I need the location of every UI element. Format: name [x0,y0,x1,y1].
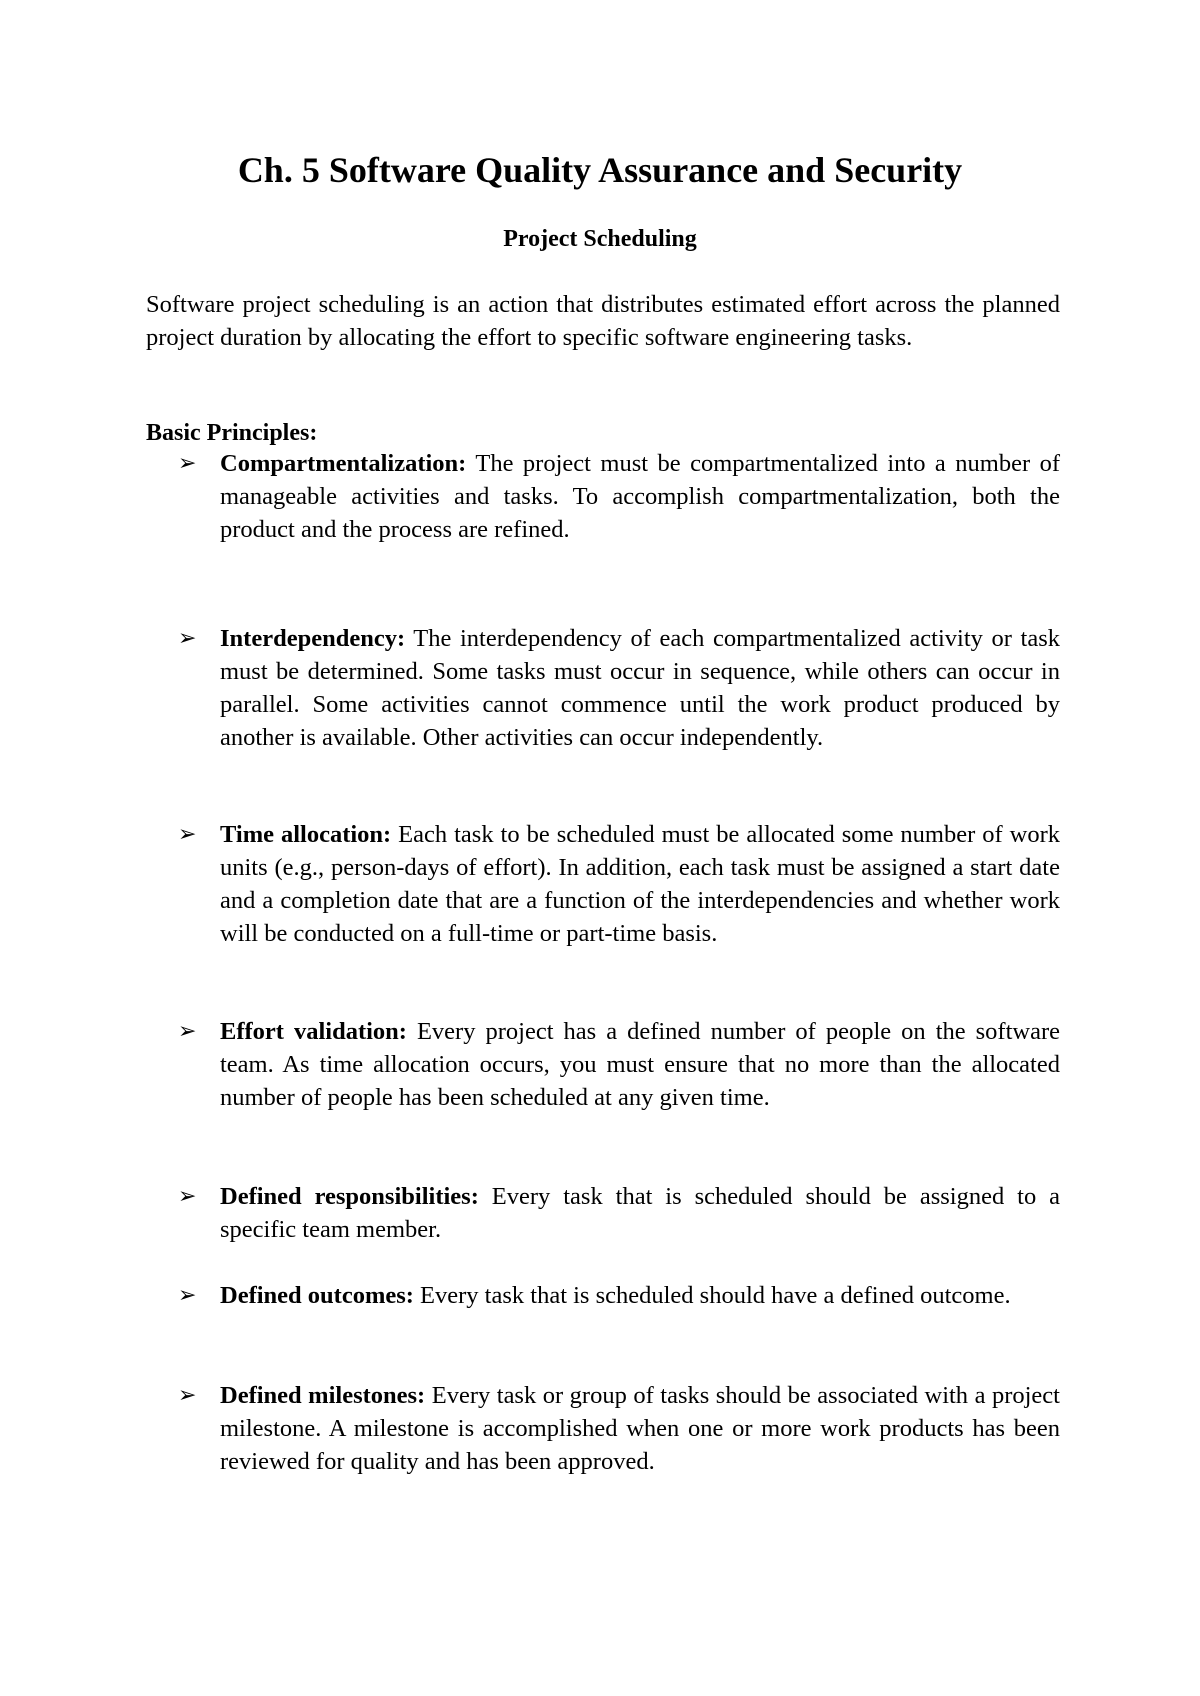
principle-body [220,1379,1060,1478]
principles-heading: Basic Principles: [146,420,318,446]
principle-body [220,818,1060,950]
principle-term: Defined outcomes: [220,1282,414,1309]
arrow-bullet-icon: ➢ [178,626,197,651]
principle-body [220,1279,1060,1312]
arrow-bullet-icon: ➢ [178,1383,197,1408]
principle-text: Every task that is scheduled should be assigned to a specific team member. [220,1183,1060,1243]
principle-term: Interdependency: [220,625,406,652]
section-subtitle: Project Scheduling [503,226,697,252]
principle-text: Every task or group of tasks should be associated with a project milestone. A milestone is accomplished when one or more work products has been reviewed for quality and has been approved. [220,1382,1060,1475]
principle-text: Every project has a defined number of people on the software team. As time allocation occurs, you must ensure that no more than the allocated number of people has been scheduled at any given time. [220,1018,1060,1111]
principle-text: Each task to be scheduled must be allocated some number of work units (e.g., person-days of effort). In addition, each task must be assigned a start date and a completion date that are a function of the interdependencies and whether work will be conducted on a full-time or part-time basis. [220,821,1060,947]
arrow-bullet-icon: ➢ [178,451,197,476]
principle-body [220,1180,1060,1246]
arrow-bullet-icon: ➢ [178,1283,197,1308]
principle-term: Compartmentalization: [220,450,467,477]
principle-body [220,1015,1060,1114]
arrow-bullet-icon: ➢ [178,1184,197,1209]
principle-item-defined-milestones [178,1379,1060,1478]
principle-term: Effort validation: [220,1018,407,1045]
principle-term: Defined responsibilities: [220,1183,479,1210]
page-title: Ch. 5 Software Quality Assurance and Security [237,150,963,190]
principle-term: Defined milestones: [220,1382,426,1409]
arrow-bullet-icon: ➢ [178,1019,197,1044]
principle-term: Time allocation: [220,821,392,848]
principle-item-interdependency [178,622,1060,754]
principle-item-time-allocation [178,818,1060,950]
intro-paragraph: Software project scheduling is an action that distributes estimated effort across the planned project duration by allocating the effort to specific software engineering tasks. [146,291,1060,351]
principle-body [220,622,1060,754]
principle-item-defined-responsibilities [178,1180,1060,1246]
principle-text: Every task that is scheduled should have a defined outcome. [413,1282,1011,1309]
principle-text: The interdependency of each compartmentalized activity or task must be determined. Some tasks must occur in sequence, while others can occur in parallel. Some activities cannot commence until the work product produced by another is available. Other activities can occur independently. [220,625,1060,751]
arrow-bullet-icon: ➢ [178,822,197,847]
principle-item-effort-validation [178,1015,1060,1114]
principle-text: The project must be compartmentalized into a number of manageable activities and tasks. To accomplish compartmentalization, both the product and the process are refined. [220,450,1060,543]
principle-body [220,447,1060,546]
principle-item-defined-outcomes [178,1279,1060,1312]
principle-item-compartmentalization [178,447,1060,546]
